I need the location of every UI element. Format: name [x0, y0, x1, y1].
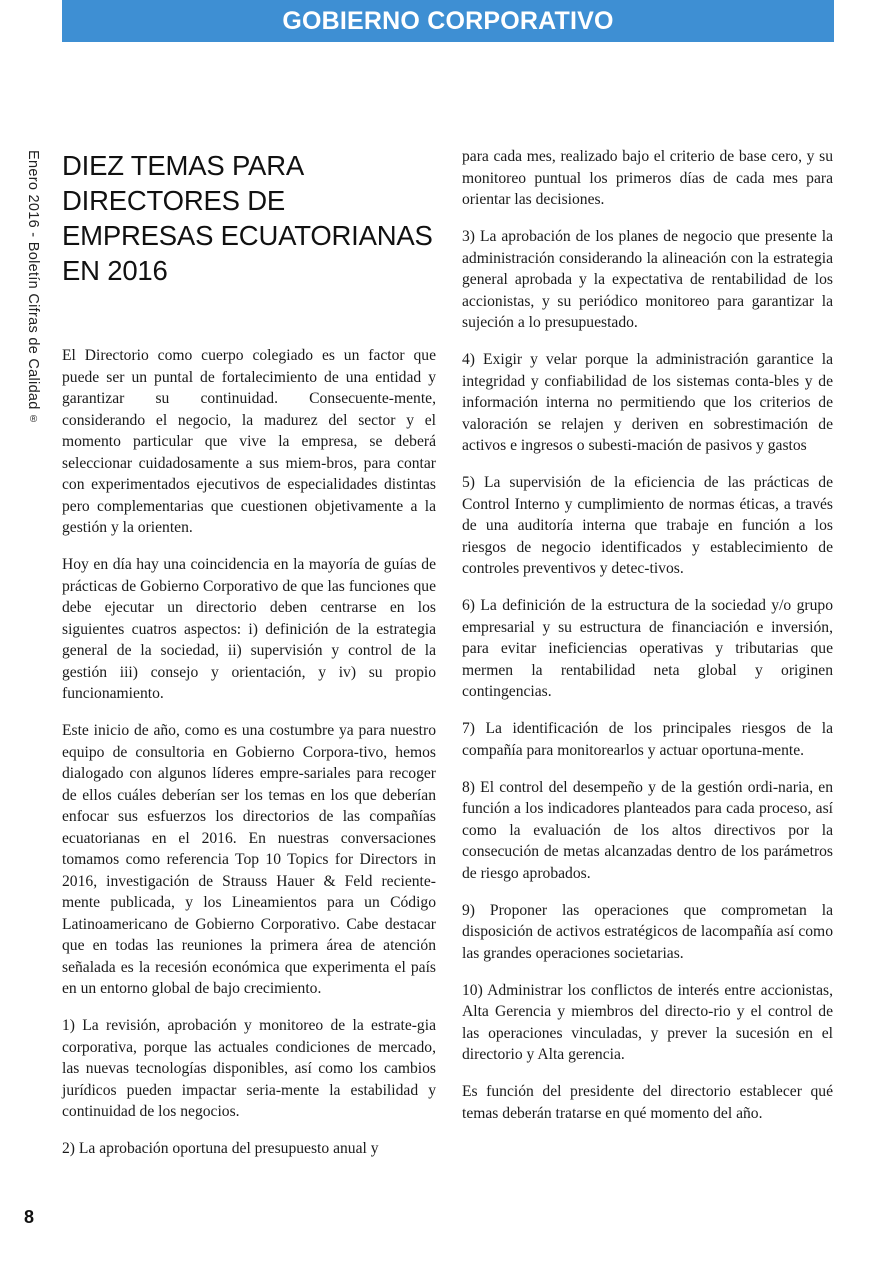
publication-info: Enero 2016 - Boletín Cifras de Calidad — [25, 150, 41, 410]
paragraph: Es función del presidente del directorio establecer qué temas deberán tratarse en qué momento del año. — [462, 1083, 833, 1122]
paragraph: 10) Administrar los conflictos de interés entre accionistas, Alta Gerencia y miembros del directo-rio y el control de las operaciones vinculadas, y prever la sucesión en el directorio y Alta gerencia. — [462, 981, 833, 1063]
article-left-column — [62, 345, 436, 1175]
section-title: GOBIERNO CORPORATIVO — [282, 6, 614, 35]
registered-mark: ® — [28, 414, 39, 426]
paragraph: 3) La aprobación de los planes de negocio que presente la administración considerando la alineación con la estrategia general aprobada y la expectativa de rentabilidad de los accionistas, y su periódico monitoreo para garantizar la sujeción a lo presupuestado. — [462, 228, 833, 331]
paragraph: 5) La supervisión de la eficiencia de las prácticas de Control Interno y cumplimiento de normas éticas, a través de una auditoría interna que trabaje en función a los riesgos de negocio identificados y establecimiento de controles preventivos y detec-tivos. — [462, 474, 833, 577]
paragraph: 4) Exigir y velar porque la administración garantice la integridad y confiabilidad de los sistemas conta-bles y de información interna no permitiendo que los criterios de valoración se relajen y deriven en sobrestimación de activos e ingresos o subesti-mación de pasivos y gastos — [462, 351, 833, 454]
paragraph: 1) La revisión, aprobación y monitoreo de la estrate-gia corporativa, porque las actuales condiciones de mercado, las nuevas tecnologías disponibles, así como los cambios jurídicos pueden impactar seria-mente la estabilidad y continuidad de los negocios. — [62, 1017, 436, 1120]
article-title: DIEZ TEMAS PARA DIRECTORES DE EMPRESAS ECUATORIANAS EN 2016 — [62, 150, 433, 286]
paragraph: 2) La aprobación oportuna del presupuesto anual y — [62, 1140, 379, 1157]
side-publication-label — [25, 150, 41, 425]
page-number: 8 — [24, 1207, 35, 1227]
paragraph: 9) Proponer las operaciones que comprometan la disposición de activos estratégicos de lacompañía así como las grandes operaciones societarias. — [462, 901, 833, 962]
paragraph: 6) La definición de la estructura de la sociedad y/o grupo empresarial y su estructura de financiación e inversión, para evitar ineficiencias operativas y tributarias que mermen la rentabilidad neta global y originen contingencias. — [462, 597, 833, 700]
article-right-column — [462, 146, 833, 1140]
section-header-bar — [62, 0, 834, 42]
paragraph: El Directorio como cuerpo colegiado es un factor que puede ser un puntal de fortalecimiento de una entidad y garantizar su continuidad. Consecuente-mente, considerando el negocio, la madurez del sector y el momento particular que vive la empresa, se deberá seleccionar cuidadosamente a sus miem-bros, para contar con experimentados ejecutivos de especialidades distintas pero complementarias que cuestionen objetivamente a la gestión y la orienten. — [62, 347, 436, 536]
paragraph: 8) El control del desempeño y de la gestión ordi-naria, en función a los indicadores planteados para cada proceso, así como la evaluación de los altos directivos por la consecución de metas alcanzadas dentro de los parámetros de riesgo aprobados. — [462, 778, 833, 882]
paragraph: Hoy en día hay una coincidencia en la mayoría de guías de prácticas de Gobierno Corporativo de que las funciones que debe ejecutar un directorio deben centrarse en los siguientes cuatros aspectos: i) definición de la estrategia general de la sociedad, ii) supervisión y control de la gestión iii) consejo y orientación, y iv) su propio funcionamiento. — [62, 556, 436, 702]
paragraph: Este inicio de año, como es una costumbre ya para nuestro equipo de consultoria en Gobierno Corpora-tivo, hemos dialogado con algunos líderes empre-sariales para recoger de ellos cuáles deberían ser los temas en los que deberían enfocar sus esfuerzos los directorios de las compañías ecuatorianas en el 2016. En nuestras conversaciones tomamos como referencia Top 10 Topics for Directors in 2016, investigación de Strauss Hauer & Feld reciente-mente publicada, y los Lineamientos para un Código Latinoamericano de Gobierno Corporativo. Cabe destacar que en todas las reuniones la primera área de atención señalada es la recesión económica que experimenta el país en un entorno global de bajo crecimiento. — [62, 722, 436, 997]
paragraph: para cada mes, realizado bajo el criterio de base cero, y su monitoreo puntual los primeros días de cada mes para orientar las decisiones. — [462, 148, 833, 208]
paragraph: 7) La identificación de los principales riesgos de la compañía para monitorearlos y actuar oportuna-mente. — [462, 720, 833, 759]
